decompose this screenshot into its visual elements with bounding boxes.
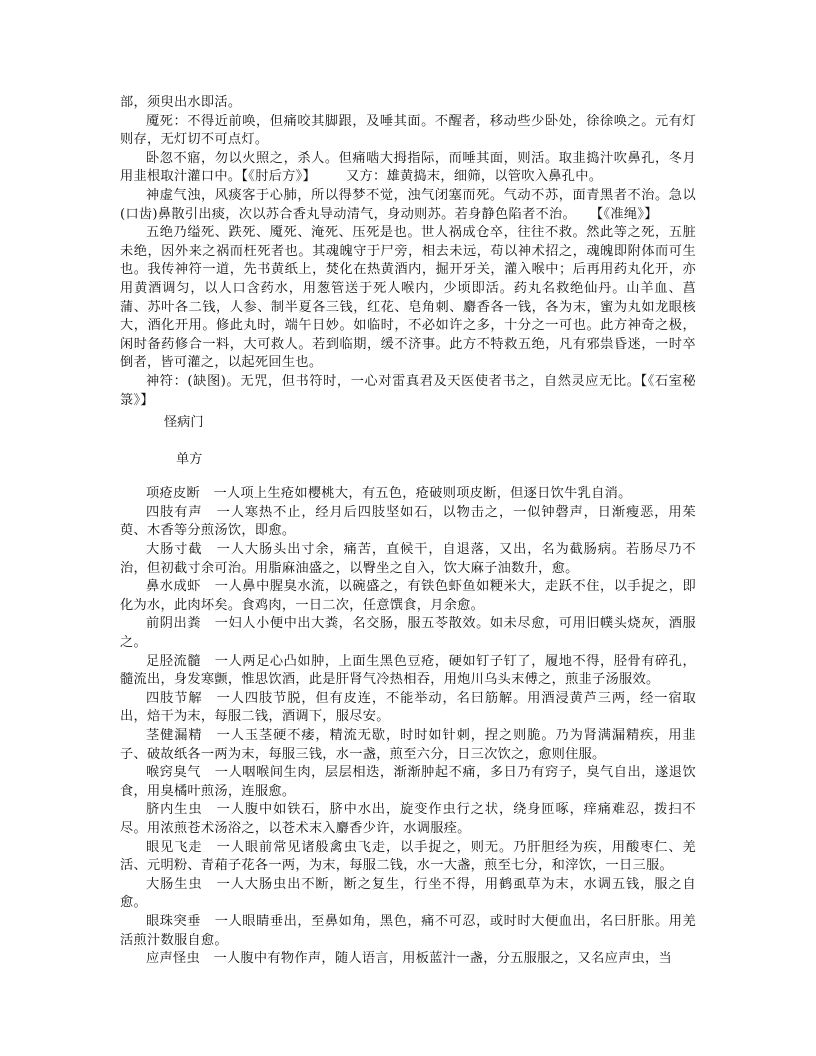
entry	[120, 578, 696, 615]
entry	[120, 839, 696, 876]
entry-title: 足胫流髓	[146, 653, 202, 669]
entry-title: 喉窍臭气	[146, 765, 202, 781]
entry-text: 一人腹中有物作声，随人语言，用板蓝汁一盏，分五服服之，又名应声虫，当	[213, 951, 673, 967]
entry-title: 眼珠突垂	[146, 913, 202, 929]
entry	[120, 541, 696, 578]
entry	[120, 653, 696, 690]
entry	[120, 801, 696, 838]
paragraph	[120, 150, 696, 187]
entry-text: 一人大肠虫出不断，断之复生，行坐不得，用鹤虱草为末，水调五钱，服之自愈。	[120, 876, 696, 911]
entry-title: 项疮皮断	[146, 486, 200, 502]
section-title: 怪病门	[164, 415, 204, 431]
entry-title: 大肠生虫	[146, 876, 203, 892]
paragraph-text: 卧忽不寤，勿以火照之，杀人。但痛啮大拇指际，而唾其面，则活。取韭捣汁吹鼻孔，冬月用韭根取汁灌口中。【《肘后方》】	[120, 150, 696, 185]
paragraph: 神符：(缺图)。无咒，但书符时，一心对雷真君及天医使者书之，自然灵应无比。【《石室秘箓》】	[120, 373, 696, 408]
entry-title: 应声怪虫	[146, 951, 200, 967]
entry-title: 眼见飞走	[146, 839, 203, 855]
entry-text: 一人眼前常见诸般禽虫飞走，以手捉之，则无。乃肝胆经为疾，用酸枣仁、羌活、元明粉、青葙子花各一两，为末，每服二钱，水一大盏，煎至七分，和滓饮，一日三服。	[120, 839, 696, 874]
entry-title: 四肢有声	[146, 504, 203, 520]
entry-text: 一人眼睛垂出，至鼻如角，黑色，痛不可忍，或时时大便血出，名曰肝胀。用羌活煎汁数服自愈。	[120, 913, 696, 948]
entry-list	[120, 485, 696, 968]
entry	[120, 504, 696, 541]
entry	[120, 876, 696, 913]
entry-text: 一人两足心凸如肿，上面生黑色豆疮，硬如钉子钉了，履地不得，胫骨有碎孔，髓流出，身发寒颤，惟思饮酒，此是肝肾气冷热相吞，用炮川乌头末傅之，煎韭子汤服效。	[120, 653, 696, 688]
entry-text: 一人咽喉间生肉，层层相迭，渐渐肿起不痛，多日乃有窍子，臭气自出，遂退饮食，用臭橘叶煎汤，连服愈。	[120, 765, 696, 799]
entry-text: 一人四肢节脱，但有皮连，不能举动，名曰筋解。用酒浸黄芦三两，经一宿取出，焙干为末，每服二钱，酒调下，服尽安。	[120, 690, 696, 725]
entry	[120, 913, 696, 950]
entry	[120, 485, 696, 504]
paragraph-text: 神虚气浊，风痰客于心肺，所以得梦不觉，浊气闭塞而死。气动不苏，面青黑者不治。急以(口齿)鼻散引出痰，次以苏合香丸导动清气，身动则苏。若身静色陷者不治。	[120, 187, 696, 222]
paragraph-text: 又方：雄黄捣末，细筛，以管吹入鼻孔中。	[346, 169, 603, 185]
entry	[120, 950, 696, 969]
entry-title: 鼻水成虾	[146, 579, 202, 595]
entry-title: 茎健漏精	[146, 728, 203, 743]
subsection-title: 单方	[176, 451, 203, 467]
entry-title: 大肠寸截	[146, 542, 203, 558]
entry	[120, 727, 696, 764]
entry-text: 一人腹中如铁石，脐中水出，旋变作虫行之状，绕身匝啄，痒痛难忍，拨扫不尽。用浓煎苍术汤浴之，以苍术末入麝香少许，水调服痊。	[120, 802, 696, 836]
entry-title: 脐内生虫	[146, 802, 203, 818]
source-citation: 【《准绳》】	[589, 206, 658, 222]
entry	[120, 764, 696, 801]
entry	[120, 690, 696, 727]
entry-text: 一人大肠头出寸余，痛苦，直候干，自退落，又出，名为截肠病。若肠尽乃不治，但初截寸余可治。用脂麻油盛之，以臀坐之自入，饮大麻子油数升，愈。	[120, 542, 696, 576]
entry-text: 一人鼻中腥臭水流，以碗盛之，有铁色虾鱼如粳米大，走跃不住，以手捉之，即化为水，此肉坏矣。食鸡肉，一日二次，任意馔食，月余愈。	[120, 579, 696, 613]
entry-title: 前阴出粪	[146, 616, 202, 632]
paragraph: 五绝乃缢死、跌死、魇死、淹死、压死是也。世人祸成仓卒，往往不救。然此等之死，五脏未绝，因外来之祸而枉死者也。其魂魄守于尸旁，相去未远，苟以神术招之，魂魄即附体而可生也。我传神符一道，先书黄纸上，焚化在热黄酒内，掘开牙关，灌入喉中；后再用药丸化开，亦用黄酒调匀，以人口含药水，用葱管送于死人喉内，少顷即活。药丸名救绝仙丹。山羊血、菖蒲、苏叶各二钱，人参、制半夏各三钱，红花、皂角刺、麝香各一钱，各为末，蜜为丸如龙眼核大，酒化开用。修此丸时，端午日妙。如临时，不必如许之多，十分之一可也。此方神奇之极，闲时备药修合一料，大可救人。若到临期，缓不济事。此方不特救五绝，凡有邪祟昏迷，一时卒倒者，皆可灌之，以起死回生也。	[120, 225, 696, 371]
paragraph: 部，须臾出水即活。	[120, 95, 242, 110]
entry-text: 一妇人小便中出大粪，名交肠，服五苓散效。如未尽愈，可用旧幞头烧灰，酒服之。	[120, 616, 696, 651]
paragraph	[120, 187, 696, 224]
entry-text: 一人项上生疮如樱桃大，有五色，疮破则项皮断，但逐日饮牛乳自消。	[213, 486, 632, 502]
entry	[120, 615, 696, 652]
entry-text: 一人寒热不止，经月后四肢坚如石，以物击之，一似钟磬声，日渐瘦恶，用茱萸、木香等分煎汤饮，即愈。	[120, 504, 696, 539]
entry-title: 四肢节解	[146, 690, 203, 706]
entry-text: 一人玉茎硬不痿，精流无歇，时时如针刺，捏之则脆。乃为肾满漏精疾，用韭子、破故纸各一两为末，每服三钱，水一盏，煎至六分，日三次饮之，愈则住服。	[120, 728, 696, 762]
paragraph: 魇死：不得近前唤，但痛咬其脚跟，及唾其面。不醒者，移动些少卧处，徐徐唤之。元有灯则存，无灯切不可点灯。	[120, 113, 696, 148]
